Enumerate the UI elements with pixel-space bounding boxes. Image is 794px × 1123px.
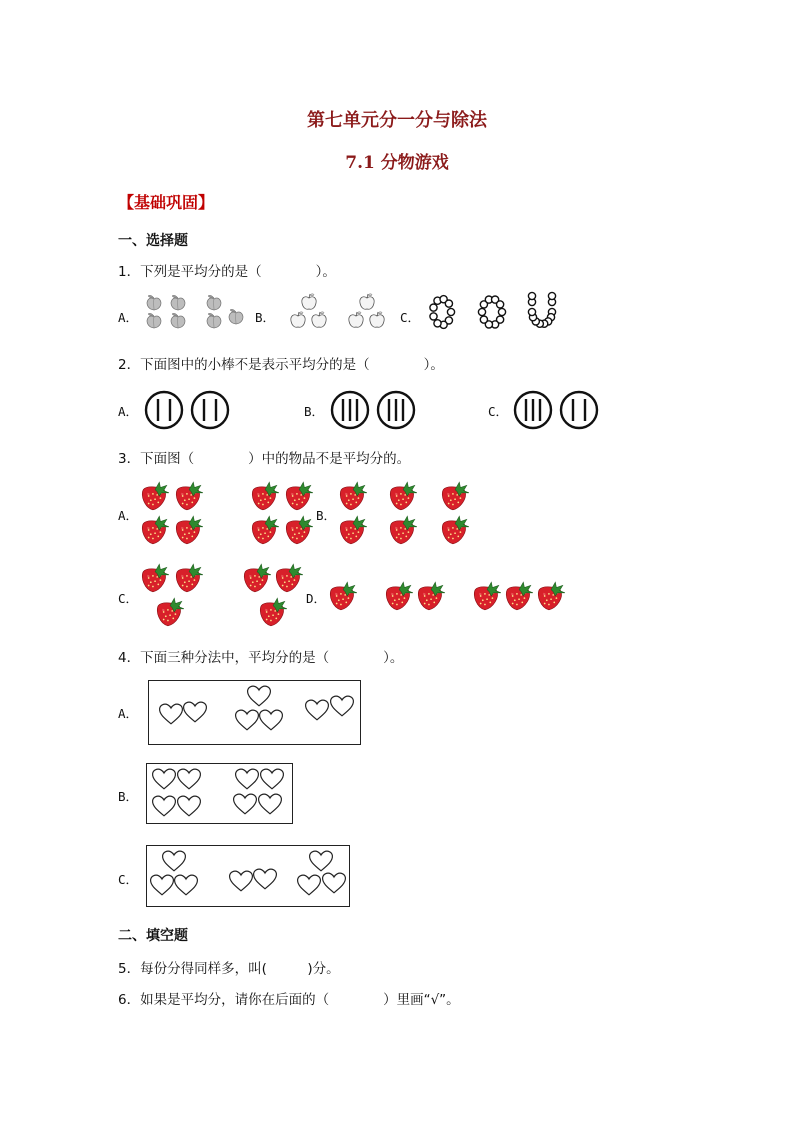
strawberry-icon: [340, 482, 469, 544]
q3-option-b-label: B．: [316, 508, 337, 523]
q1-option-c-label: C．: [400, 310, 421, 325]
bead: [528, 292, 535, 299]
heart-icon: [160, 686, 354, 730]
strawberry-icon: [142, 564, 303, 626]
q3-option-a-strawberries: [138, 480, 318, 548]
q3-option-a-label: A．: [118, 508, 139, 523]
question-5: 5．每份分得同样多，叫( )分。: [118, 961, 340, 977]
q3-option-d-label: D．: [306, 591, 327, 606]
q2-option-b-label: B．: [304, 404, 325, 419]
question-4: 4．下面三种分法中，平均分的是（ ）。: [118, 650, 404, 666]
q2-option-a-sticks: [144, 390, 236, 432]
heart-icon: [151, 851, 346, 895]
bead: [528, 308, 535, 315]
q1-option-a-peaches: [142, 292, 257, 336]
q1-option-b-label: B．: [255, 310, 276, 325]
strawberry-icon: [330, 582, 565, 610]
bead: [497, 301, 504, 308]
q4-option-c-label: C．: [118, 872, 139, 887]
stick-circle-icon: [332, 392, 414, 428]
stick-circle-icon: [146, 392, 228, 428]
question-3: 3．下面图（ ）中的物品不是平均分的。: [118, 451, 411, 467]
q2-option-c-label: C．: [488, 404, 509, 419]
q3-option-b-strawberries: [336, 480, 476, 548]
q2-option-b-sticks: [330, 390, 422, 432]
bead: [445, 300, 452, 307]
document-subtitle: 7.1 分物游戏: [345, 153, 449, 173]
q3-option-c-strawberries: [138, 562, 318, 630]
bead: [430, 313, 437, 320]
q4-option-b-hearts: [146, 763, 292, 823]
q1-option-c-bead-rings: [422, 294, 572, 332]
question-1: 1．下列是平均分的是（ ）。: [118, 264, 336, 280]
question-6: 6．如果是平均分，请你在后面的（ ）里画“√”。: [118, 992, 460, 1008]
part2-heading: 二、填空题: [118, 928, 188, 944]
q3-option-c-label: C．: [118, 591, 139, 606]
bead: [478, 308, 485, 315]
q4-option-a-label: A．: [118, 706, 139, 721]
bead-ring-icon: [430, 292, 556, 328]
document-title: 第七单元分一分与除法: [307, 110, 487, 131]
q4-option-c-hearts: [146, 845, 349, 906]
bead: [498, 308, 505, 315]
bead: [434, 320, 441, 327]
part1-heading: 一、选择题: [118, 233, 188, 249]
q2-option-a-label: A．: [118, 404, 139, 419]
q1-option-a-label: A．: [118, 310, 139, 325]
q4-option-b-label: B．: [118, 789, 139, 804]
strawberry-icon: [142, 482, 313, 544]
stick-circle-icon: [515, 392, 597, 428]
q4-option-a-hearts: [148, 680, 360, 744]
bead: [548, 292, 555, 299]
bead: [430, 304, 437, 311]
q3-option-d-strawberries: [326, 580, 576, 614]
section-tag: 【基础巩固】: [118, 193, 215, 212]
bead: [480, 316, 487, 323]
apple-icon: [291, 294, 384, 327]
question-2: 2．下面图中的小棒不是表示平均分的是（ ）。: [118, 357, 444, 373]
bead: [447, 308, 454, 315]
peach-icon: [147, 295, 243, 328]
q2-option-c-sticks: [513, 390, 605, 432]
heart-icon: [153, 769, 284, 816]
q1-option-b-apples: [285, 292, 395, 336]
